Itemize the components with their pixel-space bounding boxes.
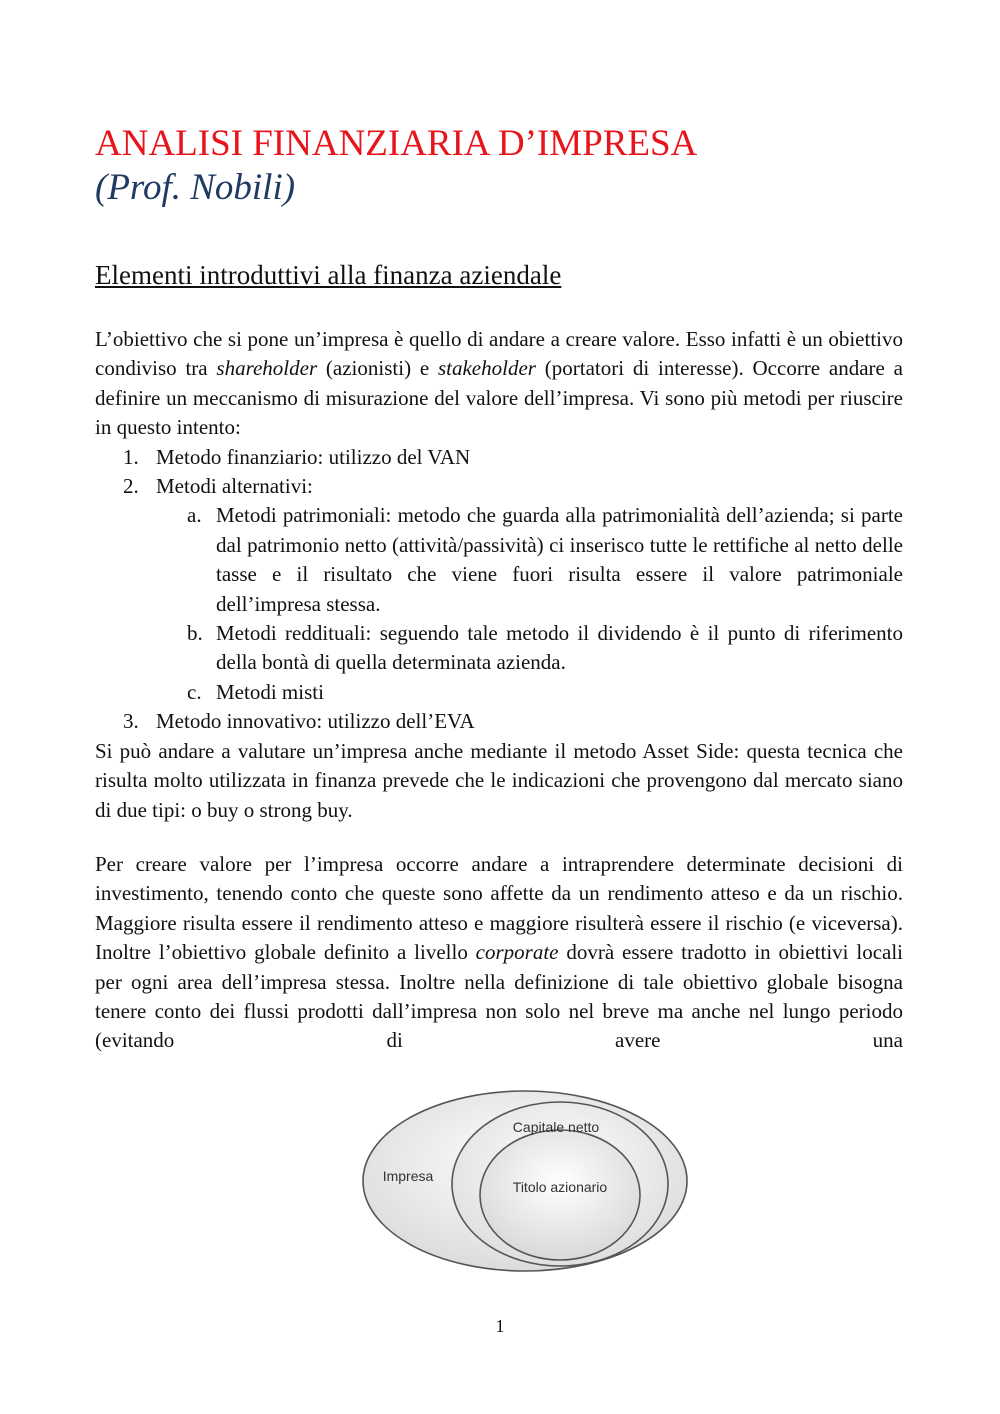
list-marker: a. bbox=[187, 503, 202, 528]
value-ellipse-diagram bbox=[360, 1086, 690, 1274]
diagram-label-outer: Impresa bbox=[382, 1168, 434, 1184]
intro-block bbox=[95, 325, 903, 825]
list-item-label: Metodo innovativo: utilizzo dell’EVA bbox=[156, 709, 475, 734]
diagram-label-inner: Titolo azionario bbox=[512, 1179, 608, 1195]
list-marker: 1. bbox=[123, 444, 139, 469]
list-item-label: Metodi alternativi: bbox=[156, 474, 313, 499]
intro-text-1: L’obiettivo che si pone un’impresa è quello di andare a creare valore. Esso infatti è un obiettivo condiviso tra bbox=[95, 327, 903, 381]
list-item bbox=[95, 678, 903, 707]
list-marker: c. bbox=[187, 679, 202, 704]
list-item bbox=[95, 619, 903, 678]
alternatives-list bbox=[95, 501, 903, 707]
investment-text-2: dovrà essere tradotto in obiettivi locali per ogni area dell’impresa stessa. Inoltre nella definizione di tale obiettivo globale bisogna tenere conto dei flussi prodotti dall’impresa non solo nel breve ma anche nel lungo periodo (evitando di avere una bbox=[95, 940, 903, 1053]
list-item-label: Metodi reddituali: seguendo tale metodo il dividendo è il punto di riferimento della bontà di quella determinata azienda. bbox=[216, 621, 903, 675]
investment-term-corporate: corporate bbox=[475, 940, 559, 965]
methods-list-continued bbox=[95, 707, 903, 736]
investment-text-1: Per creare valore per l’impresa occorre andare a intraprendere determinate decisioni di investimento, tenendo conto che queste sono affette da un rendimento atteso e da un rischio. Maggiore risulta essere il rendimento atteso e maggiore risulterà essere il rischio (e viceversa). Inoltre l’obiettivo globale definito a livello bbox=[95, 852, 903, 965]
list-item bbox=[95, 472, 903, 501]
list-item-label: Metodi misti bbox=[216, 679, 324, 704]
intro-text-3: (portatori di interesse). Occorre andare a definire un meccanismo di misurazione del valore dell’impresa. Vi sono più metodi per riuscire in questo intento: bbox=[95, 356, 903, 440]
list-item bbox=[95, 443, 903, 472]
list-item bbox=[95, 707, 903, 736]
intro-term-stakeholder: stakeholder bbox=[437, 356, 536, 381]
intro-paragraph bbox=[95, 325, 903, 443]
list-item-label: Metodi patrimoniali: metodo che guarda alla patrimonialità dell’azienda; si parte dal patrimonio netto (attività/passività) ci inserisco tutte le rettifiche al netto delle tasse e il risultato che viene fuori risulta essere il valore patrimoniale dell’impresa stessa. bbox=[216, 503, 903, 616]
diagram-label-middle: Capitale netto bbox=[512, 1119, 600, 1135]
list-marker: 3. bbox=[123, 709, 139, 734]
list-item bbox=[95, 501, 903, 619]
section-heading: Elementi introduttivi alla finanza aziendale bbox=[95, 260, 562, 290]
asset-side-paragraph: Si può andare a valutare un’impresa anche mediante il metodo Asset Side: questa tecnica che risulta molto utilizzata in finanza prevede che le indicazioni che provengono dal mercato siano di due tipi: o buy o strong buy. bbox=[95, 738, 903, 822]
methods-list bbox=[95, 443, 903, 502]
ellipse-titolo-azionario bbox=[480, 1130, 640, 1260]
intro-text-2: (azionisti) e bbox=[317, 356, 438, 381]
page-number: 1 bbox=[495, 1316, 505, 1336]
document-subtitle: (Prof. Nobili) bbox=[95, 167, 296, 208]
list-marker: b. bbox=[187, 621, 203, 646]
list-marker: 2. bbox=[123, 474, 139, 499]
investment-paragraph bbox=[95, 850, 903, 1056]
intro-term-shareholder: shareholder bbox=[216, 356, 318, 381]
investment-block bbox=[95, 850, 903, 1056]
document-title: ANALISI FINANZIARIA D’IMPRESA bbox=[95, 123, 698, 164]
list-item-label: Metodo finanziario: utilizzo del VAN bbox=[156, 444, 471, 469]
